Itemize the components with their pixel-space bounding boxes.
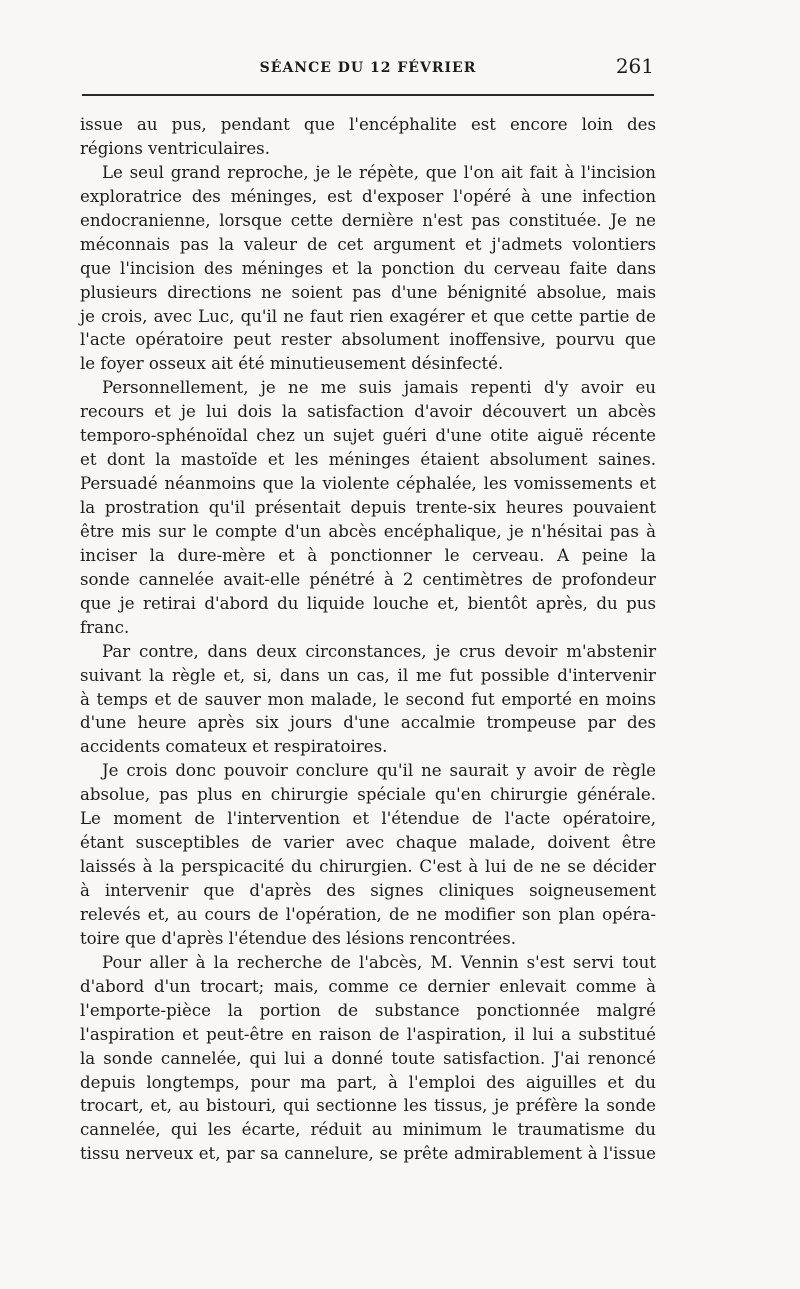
body-text xyxy=(80,113,656,1166)
text-line: méconnais pas la valeur de cet argument et j'admets volontiers xyxy=(80,234,656,254)
text-line: trocart, et, au bistouri, qui sectionne les tissus, je préfère la sonde xyxy=(80,1096,656,1116)
text-line: étant susceptibles de varier avec chaque malade, doivent être xyxy=(80,833,656,853)
text-line: plusieurs directions ne soient pas d'une bénignité absolue, mais xyxy=(80,282,656,302)
text-line: recours et je lui dois la satisfaction d'avoir découvert un abcès xyxy=(80,402,656,422)
text-line: la sonde cannelée, qui lui a donné toute satisfaction. J'ai renoncé xyxy=(80,1048,656,1068)
text-line: régions ventriculaires. xyxy=(80,138,270,158)
text-line: la prostration qu'il présentait depuis trente-six heures pouvaient xyxy=(80,498,656,517)
text-line: tissu nerveux et, par sa cannelure, se prête admirablement à l'issue xyxy=(80,1144,656,1164)
text-line: et dont la mastoïde et les méninges étaient absolument saines. xyxy=(80,450,656,470)
text-line: Personnellement, je ne me suis jamais repenti d'y avoir eu xyxy=(102,378,656,398)
text-line: franc. xyxy=(80,617,130,637)
text-line: d'une heure après six jours d'une accalmie trompeuse par des xyxy=(80,713,656,733)
text-line: Persuadé néanmoins que la violente céphalée, les vomissements et xyxy=(80,474,656,494)
text-line: le foyer osseux ait été minutieusement désinfecté. xyxy=(80,354,504,374)
text-line: Le moment de l'intervention et l'étendue de l'acte opératoire, xyxy=(80,809,656,829)
text-line: inciser la dure-mère et à ponctionner le cerveau. A peine la xyxy=(80,545,656,565)
text-line: accidents comateux et respiratoires. xyxy=(80,737,388,757)
text-line: endocranienne, lorsque cette dernière n'est pas constituée. Je ne xyxy=(80,210,656,230)
text-line: à intervenir que d'après des signes cliniques soigneusement xyxy=(80,881,656,900)
header-title: SÉANCE DU 12 FÉVRIER xyxy=(259,60,477,76)
text-line: Pour aller à la recherche de l'abcès, M. Vennin s'est servi tout xyxy=(102,952,656,972)
header-rule xyxy=(82,94,654,96)
text-line: issue au pus, pendant que l'encéphalite est encore loin des xyxy=(80,115,656,134)
text-line: être mis sur le compte d'un abcès encéphalique, je n'hésitai pas à xyxy=(80,521,656,541)
text-line: à temps et de sauver mon malade, le second fut emporté en moins xyxy=(80,689,656,709)
text-line: exploratrice des méninges, est d'exposer l'opéré à une infection xyxy=(80,186,656,206)
text-line: Le seul grand reproche, je le répète, que l'on ait fait à l'incision xyxy=(102,162,656,182)
page-number: 261 xyxy=(615,54,654,78)
text-line: cannelée, qui les écarte, réduit au minimum le traumatisme du xyxy=(80,1120,656,1140)
running-header xyxy=(82,54,654,88)
text-line: que je retirai d'abord du liquide louche et, bientôt après, du pus xyxy=(80,593,656,613)
text-line: relevés et, au cours de l'opération, de ne modifier son plan opéra- xyxy=(80,904,656,924)
text-line: depuis longtemps, pour ma part, à l'emploi des aiguilles et du xyxy=(80,1072,656,1092)
text-line: l'emporte-pièce la portion de substance ponctionnée malgré xyxy=(80,1000,656,1020)
text-line: toire que d'après l'étendue des lésions rencontrées. xyxy=(80,928,516,948)
text-line: Par contre, dans deux circonstances, je crus devoir m'abstenir xyxy=(102,641,656,661)
text-line: d'abord d'un trocart; mais, comme ce dernier enlevait comme à xyxy=(80,976,656,996)
text-line: l'aspiration et peut-être en raison de l'aspiration, il lui a substitué xyxy=(80,1024,656,1044)
text-line: suivant la règle et, si, dans un cas, il me fut possible d'intervenir xyxy=(80,665,656,685)
text-line: Je crois donc pouvoir conclure qu'il ne saurait y avoir de règle xyxy=(102,761,656,781)
text-line: je crois, avec Luc, qu'il ne faut rien exagérer et que cette partie de xyxy=(80,306,656,326)
text-line: absolue, pas plus en chirurgie spéciale qu'en chirurgie générale. xyxy=(80,785,656,805)
text-line: temporo-sphénoïdal chez un sujet guéri d'une otite aiguë récente xyxy=(80,426,656,446)
text-line: sonde cannelée avait-elle pénétré à 2 centimètres de profondeur xyxy=(80,569,656,589)
text-line: laissés à la perspicacité du chirurgien. C'est à lui de ne se décider xyxy=(80,857,656,877)
text-line: que l'incision des méninges et la ponction du cerveau faite dans xyxy=(80,258,656,278)
text-line: l'acte opératoire peut rester absolument inoffensive, pourvu que xyxy=(80,330,656,350)
